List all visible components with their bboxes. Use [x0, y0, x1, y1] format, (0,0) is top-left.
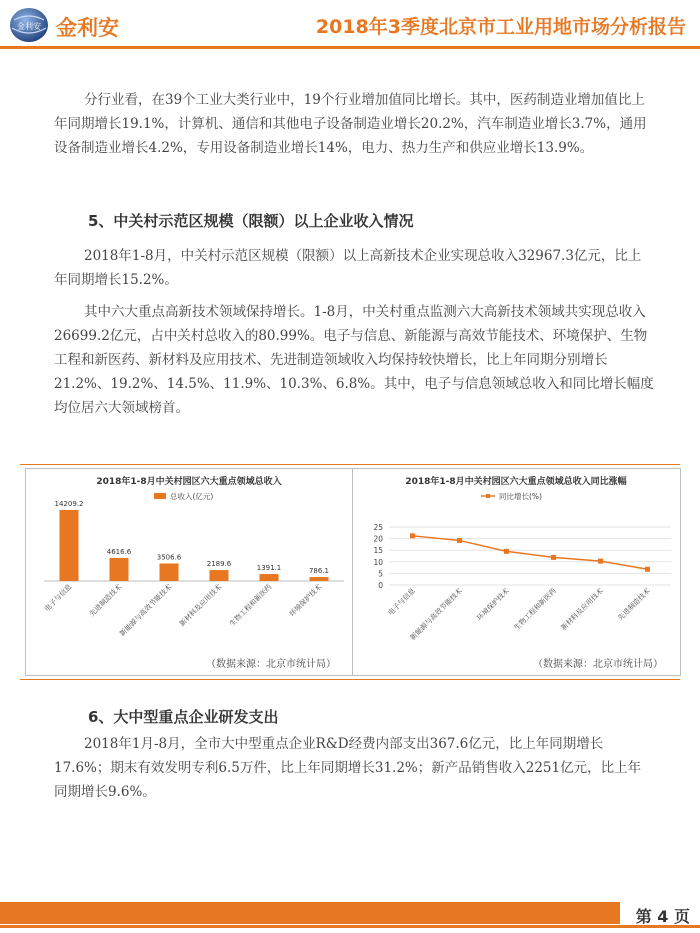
paragraph-zgc-revenue — [54, 244, 654, 292]
bar-category-label: 生物工程和新医药 — [228, 582, 274, 629]
bar-category-label: 新材料及应用技术 — [178, 582, 224, 629]
bar-value-label: 786.1 — [308, 567, 330, 576]
line-y-tick-label: 10 — [373, 557, 383, 567]
bar-chart-title: 2018年1-8月中关村园区六大重点领域总收入 — [96, 477, 282, 487]
bar-mark — [310, 577, 329, 581]
footer-bar — [0, 902, 620, 924]
paragraph-rd-text: 2018年1月-8月，全市大中型重点企业R&D经费内部支出367.6亿元，比上年同期增长17.6%；期末有效发明专利6.5万件，比上年同期增长31.2%；新产品销售收入2251亿元，比上年同期增长9.6%。 — [54, 736, 642, 800]
line-point — [410, 533, 415, 538]
paragraph-industry-text: 分行业看，在39个工业大类行业中，19个行业增加值同比增长。其中，医药制造业增加值比上年同期增长19.1%，计算机、通信和其他电子设备制造业增长20.2%，汽车制造业增长3.7%，通用设备制造业增长4.2%，专用设备制造业增长14%，电力、热力生产和供应业增长13.9%。 — [54, 92, 647, 156]
bar-category-label: 新能源与高效节能技术 — [118, 582, 174, 638]
line-point — [598, 559, 603, 564]
logo-text: 金利安 — [17, 22, 41, 31]
bar-legend-label: 总收入(亿元) — [170, 492, 214, 501]
line-category-label: 生物工程和新医药 — [512, 586, 558, 633]
bar-value-label: 1391.1 — [256, 564, 282, 573]
paragraph-industry — [54, 88, 654, 160]
bar-chart — [26, 469, 353, 675]
footer-divider — [0, 925, 700, 928]
bar-legend-swatch — [154, 493, 166, 499]
report-title: 2018年3季度北京市工业用地市场分析报告 — [315, 16, 686, 38]
paragraph-zgc-revenue-text: 2018年1-8月，中关村示范区规模（限额）以上高新技术企业实现总收入32967.3亿元，比上年同期增长15.2%。 — [54, 248, 642, 288]
line-category-label: 新能源与高效节能技术 — [408, 586, 464, 642]
globe-logo-icon — [8, 6, 50, 44]
paragraph-rd — [54, 732, 654, 804]
bar-category-label: 先进制造技术 — [88, 582, 124, 619]
line-chart-panel — [352, 468, 681, 676]
line-point — [457, 538, 462, 543]
bar-value-label: 14209.2 — [54, 499, 84, 508]
line-y-tick-label: 0 — [378, 581, 383, 590]
line-category-label: 先进制造技术 — [616, 586, 652, 623]
paragraph-six-fields-text: 其中六大重点高新技术领域保持增长。1-8月，中关村重点监测六大高新技术领域共实现总收入26699.2亿元，占中关村总收入的80.99%。电子与信息、新能源与高效节能技术、环境保护、生物工程和新医药、新材料及应用技术、先进制造领域收入均保持较快增长，比上年同期分别增长21.2%、19.2%、14.5%、11.9%、10.3%、6.8%。其中，电子与信息领域总收入和同比增长幅度均位居六大领域榜首。 — [54, 304, 654, 416]
line-category-label: 新材料及应用技术 — [559, 586, 605, 633]
line-y-tick-label: 25 — [373, 523, 383, 532]
paragraph-six-fields — [54, 300, 654, 420]
line-category-label: 环境保护技术 — [475, 586, 511, 623]
bar-chart-panel — [25, 468, 354, 676]
section-heading-5: 5、中关村示范区规模（限额）以上企业收入情况 — [88, 212, 414, 230]
line-y-tick-label: 20 — [373, 534, 383, 544]
section-heading-6: 6、大中型重点企业研发支出 — [88, 708, 279, 726]
line-point — [551, 555, 556, 560]
line-point — [645, 567, 650, 572]
line-chart — [353, 469, 680, 675]
bar-mark — [260, 574, 279, 581]
page-header — [0, 0, 700, 50]
line-series — [413, 536, 648, 569]
line-category-label: 电子与信息 — [386, 586, 417, 618]
line-y-tick-label: 5 — [378, 569, 383, 579]
bar-category-label: 环境保护技术 — [288, 582, 324, 619]
bar-value-label: 3506.6 — [156, 553, 182, 562]
line-y-tick-label: 15 — [373, 546, 383, 556]
bar-value-label: 2189.6 — [206, 560, 232, 569]
line-legend-label: 同比增长(%) — [499, 492, 542, 501]
page-number: 第 4 页 — [635, 907, 690, 926]
header-divider — [0, 46, 700, 49]
line-chart-source: （数据来源：北京市统计局） — [533, 659, 663, 670]
line-point — [504, 549, 509, 554]
line-legend-marker — [486, 494, 490, 498]
bar-category-label: 电子与信息 — [43, 582, 74, 614]
line-chart-title: 2018年1-8月中关村园区六大重点领域总收入同比涨幅 — [405, 477, 627, 487]
brand-name: 金利安 — [56, 16, 119, 40]
bar-mark — [160, 563, 179, 581]
bar-mark — [60, 510, 79, 581]
bar-mark — [110, 558, 129, 581]
bar-value-label: 4616.6 — [106, 547, 132, 556]
bar-mark — [210, 570, 229, 581]
bar-chart-source: （数据来源：北京市统计局） — [206, 659, 336, 670]
